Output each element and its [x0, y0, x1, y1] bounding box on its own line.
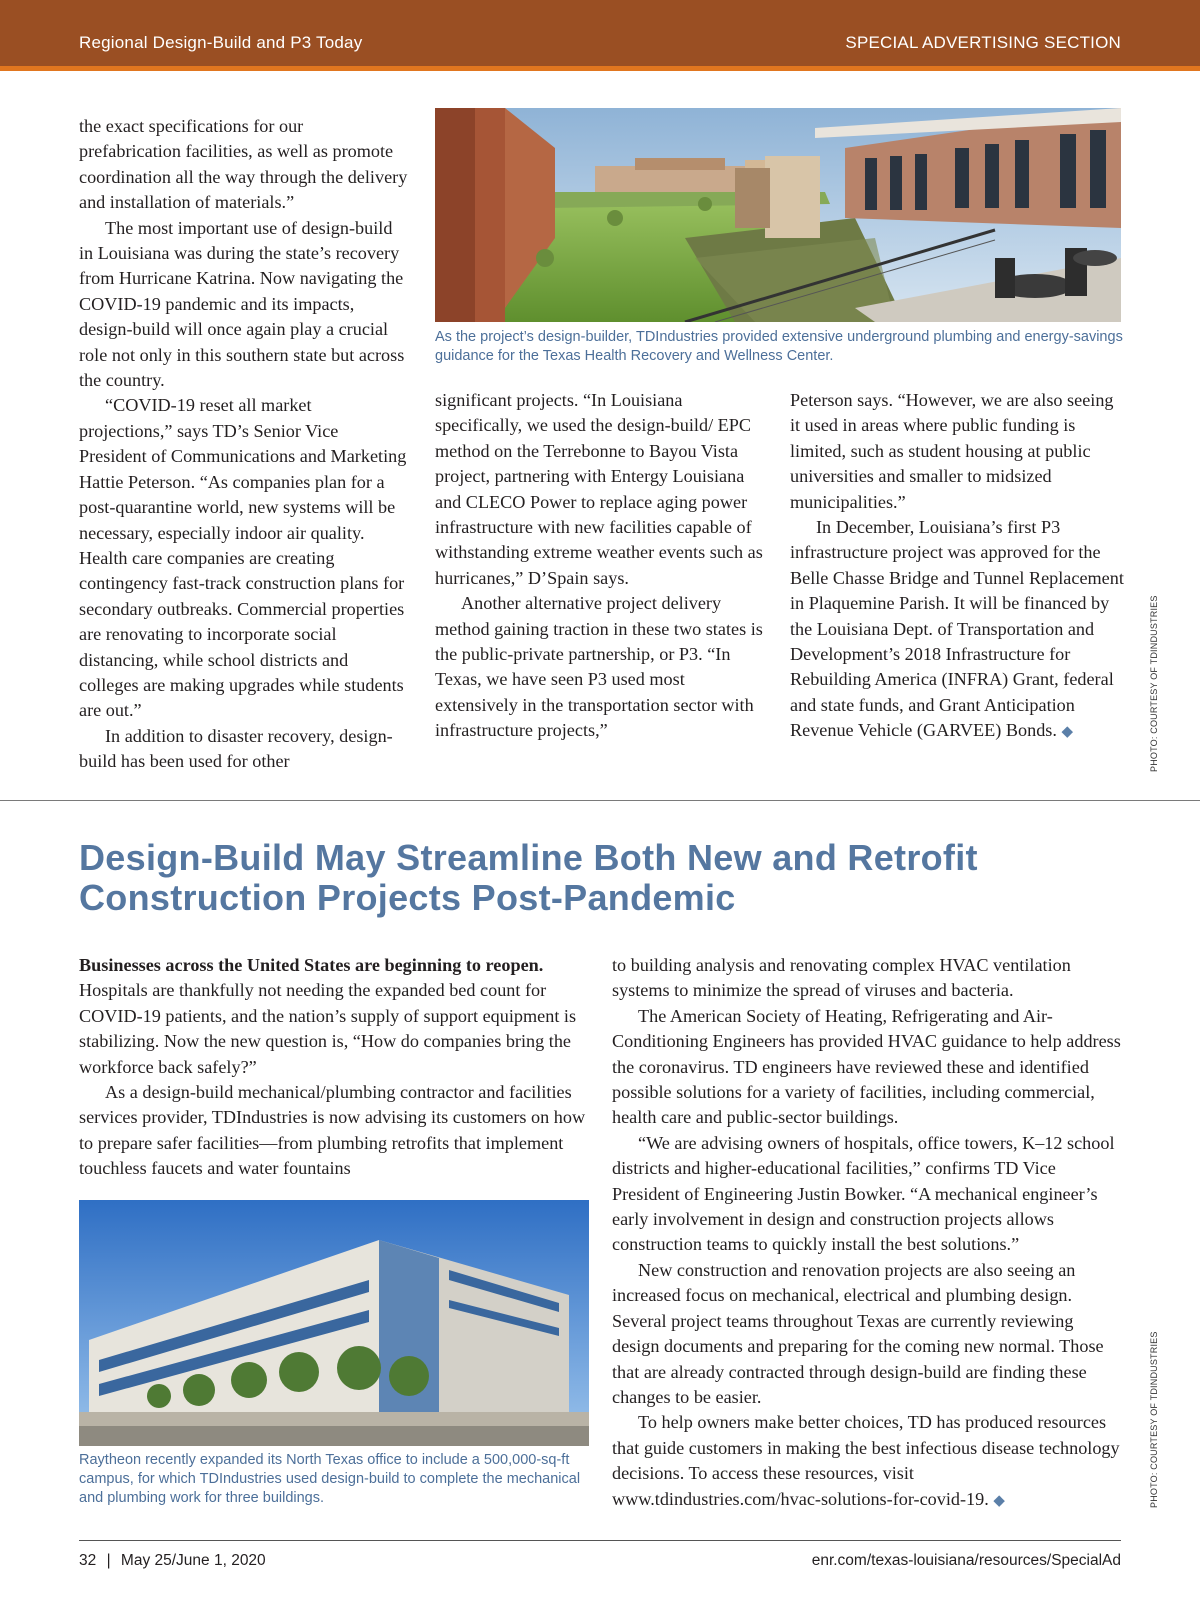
end-mark-icon: ◆ — [993, 1492, 1005, 1509]
paragraph: In addition to disaster recovery, design-build has been used for other — [79, 725, 393, 772]
paragraph — [612, 1410, 1124, 1514]
bottom-photo-caption: Raytheon recently expanded its North Texas office to include a 500,000-sq-ft campus, for which TDIndustries used design-build to complete the mechanical and plumbing work for three buildings. — [79, 1452, 581, 1506]
paragraph-text: To help owners make better choices, TD has produced resources that guide customers in making the best infectious disease technology decisions. To access these resources, visit www.tdindustries.com/hvac-solutions-for-covid-19. — [612, 1412, 1120, 1509]
lead-bold: Businesses across the United States are beginning to reopen. — [79, 955, 544, 975]
paragraph: Another alternative project delivery method gaining traction in these two states is the public-private partnership, or P3. “In Texas, we have seen P3 used most extensively in the transportation sector with infrastructure projects,” — [435, 593, 763, 741]
section-label: SPECIAL ADVERTISING SECTION — [845, 33, 1121, 52]
paragraph: to building analysis and renovating complex HVAC ventilation systems to minimize the spread of viruses and bacteria. — [612, 955, 1071, 1001]
end-mark-icon: ◆ — [1061, 724, 1074, 741]
lead-text: Hospitals are thankfully not needing the expanded bed count for COVID-19 patients, and the nation’s supply of support equipment is stabilizing. Now the new question is, “How do companies bring the workforce back safely?” — [79, 980, 577, 1077]
paragraph — [790, 515, 1125, 746]
raytheon-campus-photo — [79, 1200, 589, 1446]
bottom-article-col1 — [79, 953, 591, 1182]
top-article-col1 — [79, 114, 409, 775]
footer-divider — [79, 1540, 1121, 1541]
paragraph: New construction and renovation projects are also seeing an increased focus on mechanical, electrical and plumbing design. Several project teams throughout Texas are currently reviewing design documents and preparing for the coming new normal. Those that are already contracted through design-build are finding these changes to be easier. — [612, 1259, 1104, 1407]
top-article-col2 — [435, 388, 765, 744]
paragraph: The most important use of design-build in Louisiana was during the state’s recovery from Hurricane Katrina. Now navigating the COVID-19 pandemic and its impacts, design-build will once again play a crucial role not only in this southern state but across the country. — [79, 217, 405, 391]
wellness-center-photo — [435, 108, 1121, 322]
top-photo-caption: As the project’s design-builder, TDIndustries provided extensive underground plumbing and energy-savings guidance for the Texas Health Recovery and Wellness Center. — [435, 329, 1123, 364]
article-headline: Design-Build May Streamline Both New and Retrofit Construction Projects Post-Pandemic — [79, 837, 978, 918]
section-header — [0, 0, 1200, 71]
issue-date: May 25/June 1, 2020 — [120, 1552, 266, 1569]
paragraph: Peterson says. “However, we are also seeing it used in areas where public funding is limited, such as student housing at public universities and smaller to midsized municipalities.” — [790, 390, 1114, 512]
footer-left — [79, 1552, 266, 1570]
separator: | — [106, 1552, 111, 1569]
paragraph: “We are advising owners of hospitals, office towers, K–12 school districts and higher-educational facilities,” confirms TD Vice President of Engineering Justin Bowker. “A mechanical engineer’s early involvement in design and construction projects allows construction teams to quickly install the best solutions.” — [612, 1132, 1115, 1255]
publication-title: Regional Design-Build and P3 Today — [79, 33, 363, 52]
bottom-photo-credit: PHOTO: COURTESY OF TDINDUSTRIES — [1149, 1331, 1159, 1508]
paragraph: As a design-build mechanical/plumbing contractor and facilities services provider, TDIndustries is now advising its customers on how to prepare safer facilities—from plumbing retrofits that implement touchless faucets and water fountains — [79, 1082, 586, 1179]
paragraph: the exact specifications for our prefabrication facilities, as well as promote coordination all the way through the delivery and installation of materials.” — [79, 116, 408, 213]
page-number: 32 — [79, 1552, 97, 1569]
paragraph: The American Society of Heating, Refrigerating and Air-Conditioning Engineers has provided HVAC guidance to help address the coronavirus. TD engineers have reviewed these and identified possible solutions for a variety of facilities, including commercial, health care and public-sector buildings. — [612, 1005, 1121, 1128]
bottom-article-col2 — [612, 953, 1124, 1514]
paragraph: significant projects. “In Louisiana specifically, we used the design-build/ EPC method on the Terrebonne to Bayou Vista project, partnering with Entergy Louisiana and CLECO Power to replace aging power infrastructure with new facilities capable of withstanding extreme weather events such as hurricanes,” D’Spain says. — [435, 390, 763, 588]
top-photo-credit: PHOTO: COURTESY OF TDINDUSTRIES — [1149, 595, 1159, 772]
section-divider — [0, 800, 1200, 801]
paragraph: “COVID-19 reset all market projections,” says TD’s Senior Vice President of Communications and Marketing Hattie Peterson. “As companies plan for a post-quarantine world, new systems will be necessary, especially indoor air quality. Health care companies are creating contingency fast-track construction plans for secondary outbreaks. Commercial properties are renovating to incorporate social distancing, while school districts and colleges are making upgrades while students are out.” — [79, 395, 407, 721]
top-article-col3 — [790, 388, 1125, 746]
lead-paragraph — [79, 953, 591, 1080]
footer-url[interactable]: enr.com/texas-louisiana/resources/SpecialAd — [811, 1552, 1121, 1569]
paragraph-text: In December, Louisiana’s first P3 infrastructure project was approved for the Belle Chasse Bridge and Tunnel Replacement in Plaquemine Parish. It will be financed by the Louisiana Dept. of Transportation and Development’s 2018 Infrastructure for Rebuilding America (INFRA) Grant, federal and state funds, and Grant Anticipation Revenue Vehicle (GARVEE) Bonds. — [790, 517, 1124, 741]
